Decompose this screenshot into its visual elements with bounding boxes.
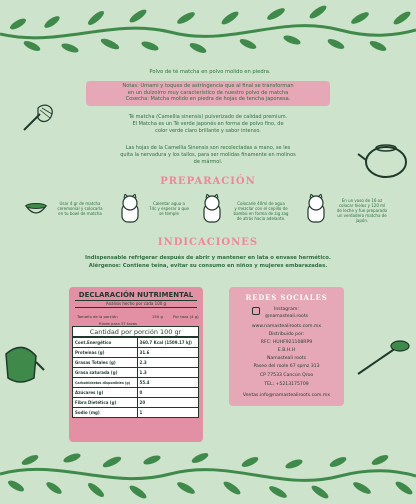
step-4-line-2: colocar hielos y 120 ml: [338, 203, 386, 208]
step-4-line-1: En un vaso de 16 oz: [341, 198, 383, 203]
tasting-notes-box: [86, 81, 330, 106]
step-1-line-3: en tu bowl de matcha: [58, 211, 102, 216]
step-3-line-1: Colocarle 40ml de agua: [237, 201, 285, 206]
row-value: 0: [137, 388, 198, 398]
nutrition-subtitle: Análisis hecho por cada 100 g: [105, 301, 167, 306]
step-4: [332, 198, 392, 223]
step-3-line-2: y mezclar con el cepillo de: [234, 206, 288, 211]
portion-value: 150 g: [152, 314, 163, 319]
notes-line-2: en un dulzoirro muy característico de nuestro polvo de matcha: [127, 89, 289, 96]
step-1-line-2: ceremonial y colocarla: [57, 206, 103, 211]
matcha-scoop-icon: [352, 334, 412, 380]
step-1: [52, 201, 108, 216]
instagram-label: Instagram:: [274, 307, 299, 312]
matcha-description: [108, 114, 308, 134]
social-panel: [229, 287, 344, 406]
website: www.namastealiroots.com.mx: [251, 324, 322, 329]
row-label: Carbohidratos disponibles (g): [73, 378, 138, 388]
preparation-heading: PREPARACIÓN: [160, 176, 256, 187]
row-value: 20: [137, 398, 198, 408]
step-2-line-1: Calentar agua a: [153, 201, 185, 206]
row-label: Sodio (mg): [73, 408, 138, 418]
step-4-line-4: un verdadero matcha de: [337, 213, 387, 218]
table-row: [73, 408, 199, 418]
bottom-vine-decoration: [0, 440, 416, 504]
lucky-cat-icon: [200, 194, 224, 224]
bamboo-whisk-icon: [20, 98, 56, 134]
row-label: Cont.Energético: [73, 338, 138, 348]
step-4-line-3: de leche y fue preparado: [336, 208, 388, 213]
step-3-line-4: de atrás hacia adelante.: [236, 216, 286, 221]
step-4-line-5: japón.: [355, 218, 369, 223]
instagram-handle: @namasteali.roots: [264, 314, 309, 319]
table-row: [73, 368, 199, 378]
address-line-2: CP 77533 Cancún Qroo: [259, 373, 314, 378]
step-2-line-2: 74c y esperar a que: [148, 206, 189, 211]
top-vine-decoration: [0, 0, 416, 62]
email: Ventas.info@namastealiroots.com.mx: [242, 393, 331, 398]
phone: TEL: +5213175709: [264, 382, 309, 387]
harvest-description-line-3: de mármol.: [193, 158, 223, 165]
table-row: [73, 358, 199, 368]
harvest-description-line-1: Las hojas de la Camellia Sinensis son recolectadas a mano, se les: [125, 145, 291, 151]
ebhh: E.B.H.H: [277, 348, 296, 353]
row-label: Grasas Totales (g): [73, 358, 138, 368]
servings: Rinde para 37 tazas: [99, 321, 138, 326]
table-row: [73, 338, 199, 348]
notes-line-3: Cosecha: Matcha molido en piedra de hojas de tencha japonesa.: [125, 96, 291, 103]
row-value: 31.6: [137, 348, 198, 358]
nutrition-table-header: Cantidad por porción 100 gr: [72, 326, 199, 337]
row-label: Grasa saturada (g): [73, 368, 138, 378]
allergen-warning: Alérgenos: Contiene teína, evitar su consumo en niños y mujeres embarazadas.: [88, 263, 328, 269]
table-row: [73, 348, 199, 358]
row-label: Fibra Dietética (g): [73, 398, 138, 408]
matcha-description-line-3: color verde claro brillante y sabor intenso.: [155, 127, 261, 134]
step-1-line-1: Usar 4 gr de matcha: [59, 201, 101, 206]
nutrition-table: [72, 337, 199, 418]
step-3: [226, 201, 296, 221]
nutrition-title: DECLARACIÓN NUTRIMENTAL: [78, 291, 194, 299]
rfc: RFC: HUHF921108RP9: [260, 340, 313, 345]
storage-instruction: Indispensable refrigerar después de abrir y mantener en lata o envase hermético.: [85, 255, 331, 261]
harvest-description: [96, 145, 320, 165]
matcha-description-line-1: Té matcha (Camellia sinensis) pulverizado de calidad premium.: [128, 114, 288, 120]
divider: [75, 307, 197, 308]
distributor-label: Distribuido por:: [268, 332, 305, 337]
harvest-description-line-2: quita la nervadura y los tallos, para ser molidas finamente en molinos: [120, 151, 296, 158]
row-label: Proteínas (g): [73, 348, 138, 358]
indications-heading: INDICACIONES: [157, 237, 259, 248]
row-value: 2.3: [137, 358, 198, 368]
row-value: 360.7 Kcal (1509.17 kJ): [137, 338, 198, 348]
table-row: [73, 378, 199, 388]
step-2-line-3: se temple: [159, 211, 179, 216]
step-3-line-3: bambú en forma de zig zag: [233, 211, 289, 216]
address-line-1: Paseo del roole 67 spmz 313: [253, 364, 320, 369]
matcha-bowl-icon: [24, 200, 48, 218]
teapot-pouring-icon: [0, 334, 46, 390]
row-value: 1.3: [137, 368, 198, 378]
lucky-cat-icon: [118, 194, 142, 224]
table-row: [73, 398, 199, 408]
social-title: REDES SOCIALES: [245, 293, 328, 302]
row-label: Azúcares (g): [73, 388, 138, 398]
lucky-cat-icon: [304, 194, 328, 224]
row-value: 55.4: [137, 378, 198, 388]
row-value: 1: [137, 408, 198, 418]
product-description: Polvo de té matcha en polvo molido en piedra.: [149, 69, 271, 75]
matcha-description-line-2: El Matcha es un Té verde japonés en forma de polvo fino, de: [132, 120, 284, 127]
step-2: [144, 201, 194, 216]
notes-line-1: Notas: Umami y toques de astringencia que al final se transforman: [122, 83, 294, 89]
portion-per-cup: Por taza (4 g): [173, 314, 199, 319]
portion-label: Tamaño de la porción: [77, 314, 118, 319]
brand-name: Namasteali roots: [267, 356, 306, 361]
table-row: [73, 388, 199, 398]
